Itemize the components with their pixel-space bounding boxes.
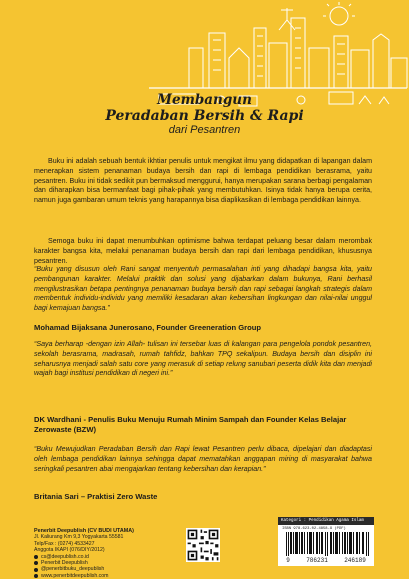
publisher-name: Penerbit Deepublish (CV BUDI UTAMA) — [34, 528, 134, 534]
title-line-1: Membangun — [157, 92, 252, 108]
globe-icon — [34, 574, 38, 578]
book-category: Kategori : Pendidikan Agama Islam — [278, 517, 374, 525]
publisher-phone: Telp/Fax : (0274) 4533427 — [34, 540, 95, 547]
testimonial-author-1: Mohamad Bijaksana Junerosano, Founder Greeneration Group — [34, 323, 262, 332]
publisher-instagram[interactable]: @penerbitbuku_deepublish — [41, 566, 105, 573]
title-line-3: dari Pesantren — [168, 124, 241, 136]
publisher-email[interactable]: cs@deepublish.co.id — [41, 553, 89, 560]
barcode-digit-group: 246189 — [344, 557, 366, 564]
description-paragraph-2: Semoga buku ini dapat menumbuhkan optimisme bahwa terdapat peluang besar dalam merombak karakter bangsa kita, melalui penanaman budaya bersih dan rapi dari lembaga pendidikan, khususnya pesantren. — [34, 237, 372, 265]
publisher-address: Jl. Kaliurang Km 9,3 Yogyakarta 55581 — [34, 534, 124, 541]
title-line-2: Peradaban Bersih & Rapi — [105, 108, 304, 124]
instagram-icon — [34, 568, 38, 572]
testimonial-quote-3: “Buku Mewujudkan Peradaban Bersih dan Rapi lewat Pesantren perlu dibaca, dipelajari dan diadaptasi oleh lembaga pendidikan lainnya sehingga dapat mematahkan anggapan miring di masyarakat bahwa seringkali pesantren abai mengajarkan tentang kebersihan dan kerapian.” — [34, 445, 372, 473]
publisher-info — [34, 528, 184, 579]
publisher-website-row — [34, 573, 184, 579]
isbn-text: ISBN 978-623-02-4858-9 (PDF) — [282, 527, 346, 531]
barcode-bars — [286, 532, 370, 556]
publisher-member: Anggota IKAPI (076/DIY/2012) — [34, 547, 105, 554]
testimonial-quote-2: “Saya berharap -dengan izin Allah- tulisan ini tersebar luas di kalangan para pengelola pondok pesantren, sekolah berasrama, madrasah, rumah tahfidz, bahkan TPQ sekalipun. Budaya bersih dan disiplin ini seharusnya menjadi salah satu core yang merasuk di setiap relung sanubari peserta didik kita dan menjadi wajah bagi institusi pendidikan di negeri ini.” — [34, 340, 372, 378]
isbn-barcode-label — [278, 517, 374, 566]
publisher-facebook[interactable]: Penerbit Deepublish — [41, 560, 88, 567]
barcode-digit-group: 9 — [286, 557, 290, 564]
testimonial-quote-1: “Buku yang disusun oleh Rani sangat menyentuh permasalahan inti yang dihadapi bangsa kita, yaitu pembangunan karakter. Melalui praktik dan solusi yang dijabarkan dalam bukunya, Rani berhasil mengilustrasikan betapa pentingnya penanaman budaya bersih dan rapi sebagai langkah strategis dalam membentuk individu-individu yang memiliki kesadaran akan kebersihan lingkungan dan nilai-nilai unggul bagi kemajuan bangsa.” — [34, 265, 372, 313]
testimonial-author-3: Britania Sari – Praktisi Zero Waste — [34, 492, 158, 501]
qr-code — [186, 528, 220, 562]
publisher-website[interactable]: www.penerbitdeepublish.com — [41, 572, 109, 579]
facebook-icon — [34, 561, 38, 565]
testimonial-author-2: DK Wardhani - Penulis Buku Menuju Rumah Minim Sampah dan Founder Kelas Belajar Zerowaste (BZW) — [34, 415, 347, 434]
barcode-digit-group: 786231 — [306, 557, 328, 564]
description-paragraph-1: Buku ini adalah sebuah bentuk ikhtiar penulis untuk mengikat ilmu yang didapatkan di lapangan dalam menerapkan sistem penanaman budaya bersih dan rapi di lembaga pendidikan berasrama, yaitu pesantren. Buku ini tidak sedikit pun bermaksud menggurui, hanya merupakan sarana berbagi pengalaman dan diharapkan bisa bermanfaat bagi pihak-pihak yang membutuhkan. Isinya tidak hanya berupa cerita, namun juga gambaran umum teknis yang harapannya bisa diaplikasikan di lembaga pendidikan lainnya. — [34, 157, 372, 205]
email-icon — [34, 555, 38, 559]
barcode-digits — [278, 557, 374, 564]
